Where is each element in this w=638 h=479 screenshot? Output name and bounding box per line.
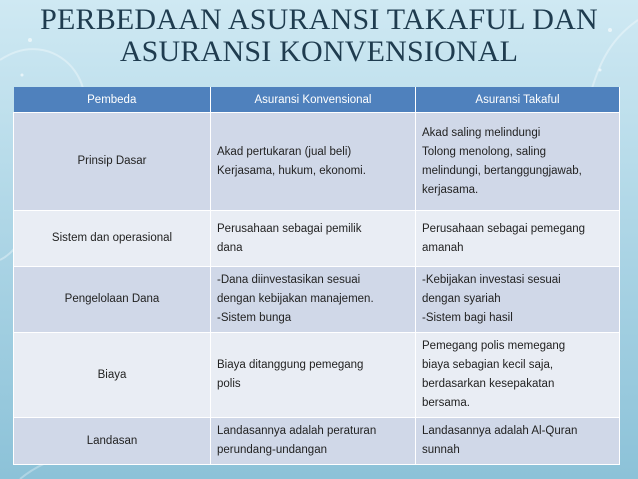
title-line-1: PERBEDAAN ASURANSI TAKAFUL DAN [40,3,598,36]
cell-text-line: Pengelolaan Dana [64,293,160,305]
cell-text-line: Akad pertukaran (jual beli) [217,145,352,158]
table-row [14,113,620,211]
cell-text-line: polis [217,378,241,390]
konvensional-cell [211,211,416,267]
cell-text-line: Akad saling melindungi [422,126,541,139]
cell-text-line: dengan syariah [422,293,501,305]
cell-text-line: berdasarkan kesepakatan [422,378,555,390]
cell-text-line: perundang-undangan [217,444,327,456]
cell-text-line: Landasan [86,434,138,447]
cell-text-line: Perusahaan sebagai pemegang [422,222,586,235]
table-row [14,333,620,418]
konvensional-cell [211,267,416,333]
cell-text-line: -Sistem bagi hasil [422,312,513,324]
header-asuransi-takaful: Asuransi Takaful [416,87,620,113]
cell-text-line: -Dana diinvestasikan sesuai [217,274,361,286]
table-row [14,418,620,465]
pembeda-cell [14,333,211,418]
konvensional-cell [211,333,416,418]
cell-text-line: Prinsip Dasar [77,155,147,167]
cell-text-line: dengan kebijakan manajemen. [217,293,374,305]
comparison-table [13,87,620,465]
cell-text-line: -Sistem bunga [217,312,292,324]
table-header-row [14,87,620,113]
title-line-2: ASURANSI KONVENSIONAL [119,35,519,68]
cell-text-line: Tolong menolong, saling [422,145,547,158]
cell-text-line: Sistem dan operasional [51,232,173,244]
konvensional-cell [211,113,416,211]
cell-text-line: Perusahaan sebagai pemilik [217,222,362,235]
pembeda-cell [14,267,211,333]
table-row [14,211,620,267]
takaful-cell [416,418,620,465]
cell-text-line: Biaya ditanggung pemegang [217,359,364,371]
takaful-cell [416,267,620,333]
header-pembeda: Pembeda [14,87,211,113]
cell-text-line: biaya sebagian kecil saja, [422,359,554,371]
header-asuransi-konvensional: Asuransi Konvensional [211,87,416,113]
takaful-cell [416,113,620,211]
table-row [14,267,620,333]
cell-text-line: Pemegang polis memegang [422,340,566,352]
cell-text-line: Landasannya adalah Al-Quran [422,425,578,437]
cell-text-line: dana [217,241,243,254]
takaful-cell [416,333,620,418]
cell-text-line: amanah [422,241,464,254]
table-body [14,113,620,465]
cell-text-line: melindungi, bertanggungjawab, [422,164,582,177]
pembeda-cell [14,113,211,211]
cell-text-line: Landasannya adalah peraturan [217,425,377,437]
pembeda-cell [14,418,211,465]
cell-text-line: Kerjasama, hukum, ekonomi. [217,164,366,177]
cell-text-line: kerjasama. [422,183,479,196]
takaful-cell [416,211,620,267]
cell-text-line: -Kebijakan investasi sesuai [422,274,561,286]
cell-text-line: sunnah [422,444,460,456]
page-title [0,4,638,68]
cell-text-line: Biaya [97,368,127,381]
pembeda-cell [14,211,211,267]
cell-text-line: bersama. [422,397,470,409]
konvensional-cell [211,418,416,465]
